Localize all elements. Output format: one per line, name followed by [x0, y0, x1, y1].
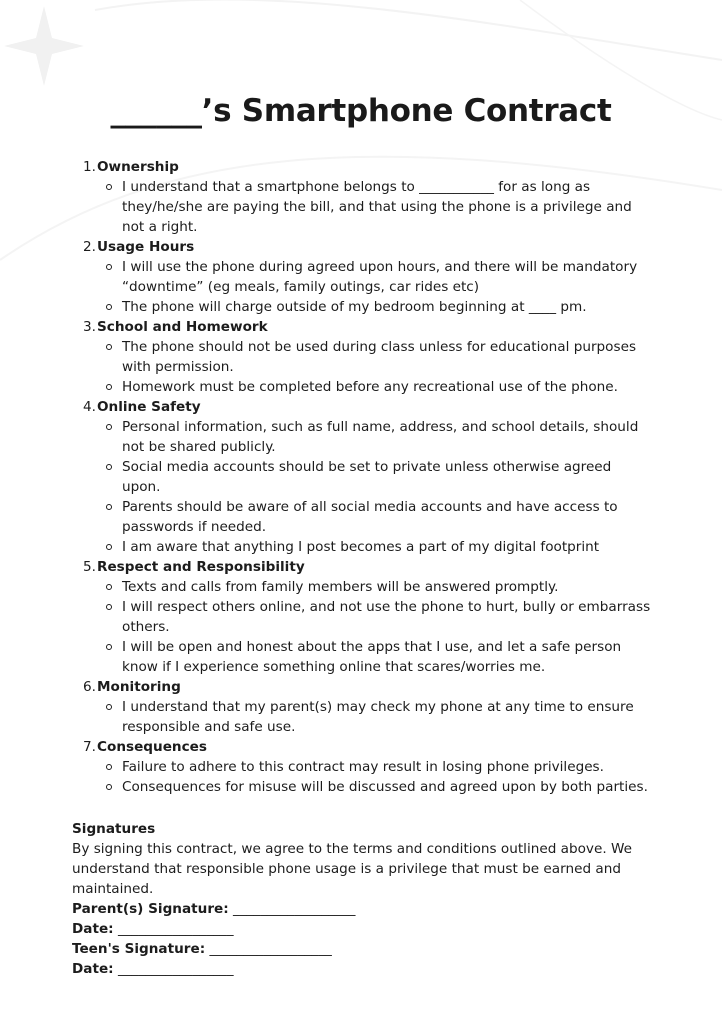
item-text: I understand that a smartphone belongs to ___________ for as long as they/he/she are paying the bill, and that using the phone is a privilege and not a right.	[122, 179, 632, 235]
section-number: 3.	[83, 319, 96, 335]
section-usage-hours	[0, 237, 722, 317]
teen-date-blank[interactable]: _________________	[117, 961, 234, 977]
section-heading	[0, 737, 722, 757]
hollow-circle-bullet-icon	[106, 644, 112, 650]
hollow-circle-bullet-icon	[106, 424, 112, 430]
page-title: ______’s Smartphone Contract	[110, 92, 612, 129]
hollow-circle-bullet-icon	[106, 604, 112, 610]
section-title: School and Homework	[97, 319, 268, 335]
list-item	[0, 697, 722, 737]
item-text: I will be open and honest about the apps that I use, and let a safe person know if I experience something online that scares/worries me.	[122, 639, 622, 675]
section-ownership	[0, 157, 722, 237]
section-school-and-homework	[0, 317, 722, 397]
teen-date-line[interactable]	[72, 959, 662, 979]
section-online-safety	[0, 397, 722, 557]
list-item	[0, 417, 722, 457]
hollow-circle-bullet-icon	[106, 384, 112, 390]
section-title: Consequences	[97, 739, 207, 755]
parent-date-label: Date:	[72, 921, 114, 937]
hollow-circle-bullet-icon	[106, 544, 112, 550]
section-items	[0, 177, 722, 237]
item-text: Homework must be completed before any recreational use of the phone.	[122, 379, 618, 395]
parent-signature-line[interactable]	[72, 899, 662, 919]
section-number: 5.	[83, 559, 96, 575]
teen-signature-blank[interactable]: __________________	[209, 941, 332, 957]
item-text: Parents should be aware of all social media accounts and have access to passwords if needed.	[122, 499, 618, 535]
item-text: The phone should not be used during class unless for educational purposes with permission.	[122, 339, 637, 375]
list-item	[0, 297, 722, 317]
list-item	[0, 537, 722, 557]
section-number: 7.	[83, 739, 96, 755]
section-title: Online Safety	[97, 399, 201, 415]
section-items	[0, 257, 722, 317]
section-heading	[0, 677, 722, 697]
hollow-circle-bullet-icon	[106, 184, 112, 190]
list-item	[0, 597, 722, 637]
list-item	[0, 457, 722, 497]
section-consequences	[0, 737, 722, 797]
signature-lines	[72, 899, 662, 979]
hollow-circle-bullet-icon	[106, 464, 112, 470]
section-title: Ownership	[97, 159, 179, 175]
section-number: 2.	[83, 239, 96, 255]
list-item	[0, 777, 722, 797]
section-heading	[0, 397, 722, 417]
list-item	[0, 577, 722, 597]
section-items	[0, 697, 722, 737]
teen-signature-line[interactable]	[72, 939, 662, 959]
signatures-block	[72, 819, 662, 979]
hollow-circle-bullet-icon	[106, 784, 112, 790]
teen-signature-label: Teen's Signature:	[72, 941, 206, 957]
section-heading	[0, 557, 722, 577]
section-items	[0, 757, 722, 797]
item-text: Texts and calls from family members will be answered promptly.	[122, 579, 559, 595]
section-title: Monitoring	[97, 679, 181, 695]
item-text: Consequences for misuse will be discussed and agreed upon by both parties.	[122, 779, 648, 795]
parent-date-blank[interactable]: _________________	[117, 921, 234, 937]
hollow-circle-bullet-icon	[106, 704, 112, 710]
item-text: I will use the phone during agreed upon hours, and there will be mandatory “downtime” (eg meals, family outings, car rides etc)	[122, 259, 638, 295]
teen-date-label: Date:	[72, 961, 114, 977]
hollow-circle-bullet-icon	[106, 764, 112, 770]
section-respect-and-responsibility	[0, 557, 722, 677]
parent-signature-blank[interactable]: __________________	[233, 901, 356, 917]
signatures-heading: Signatures	[72, 821, 156, 837]
section-heading	[0, 317, 722, 337]
parent-date-line[interactable]	[72, 919, 662, 939]
section-heading	[0, 157, 722, 177]
parent-signature-label: Parent(s) Signature:	[72, 901, 229, 917]
section-number: 1.	[83, 159, 96, 175]
section-items	[0, 577, 722, 677]
contract-sections	[0, 157, 722, 797]
item-text: I will respect others online, and not use the phone to hurt, bully or embarrass others.	[122, 599, 651, 635]
signatures-text: By signing this contract, we agree to the terms and conditions outlined above. We understand that responsible phone usage is a privilege that must be earned and maintained.	[72, 841, 632, 897]
list-item	[0, 497, 722, 537]
list-item	[0, 257, 722, 297]
section-heading	[0, 237, 722, 257]
section-items	[0, 417, 722, 557]
hollow-circle-bullet-icon	[106, 264, 112, 270]
item-text: Social media accounts should be set to private unless otherwise agreed upon.	[122, 459, 612, 495]
section-title: Usage Hours	[97, 239, 195, 255]
hollow-circle-bullet-icon	[106, 584, 112, 590]
item-text: I understand that my parent(s) may check my phone at any time to ensure responsible and safe use.	[122, 699, 634, 735]
item-text: The phone will charge outside of my bedroom beginning at ____ pm.	[122, 299, 587, 315]
list-item	[0, 757, 722, 777]
section-monitoring	[0, 677, 722, 737]
item-text: I am aware that anything I post becomes a part of my digital footprint	[122, 539, 600, 555]
list-item	[0, 337, 722, 377]
hollow-circle-bullet-icon	[106, 304, 112, 310]
section-title: Respect and Responsibility	[97, 559, 305, 575]
list-item	[0, 637, 722, 677]
section-number: 6.	[83, 679, 96, 695]
list-item	[0, 177, 722, 237]
section-items	[0, 337, 722, 397]
section-number: 4.	[83, 399, 96, 415]
list-item	[0, 377, 722, 397]
hollow-circle-bullet-icon	[106, 344, 112, 350]
hollow-circle-bullet-icon	[106, 504, 112, 510]
item-text: Personal information, such as full name, address, and school details, should not be shared publicly.	[122, 419, 639, 455]
item-text: Failure to adhere to this contract may result in losing phone privileges.	[122, 759, 604, 775]
